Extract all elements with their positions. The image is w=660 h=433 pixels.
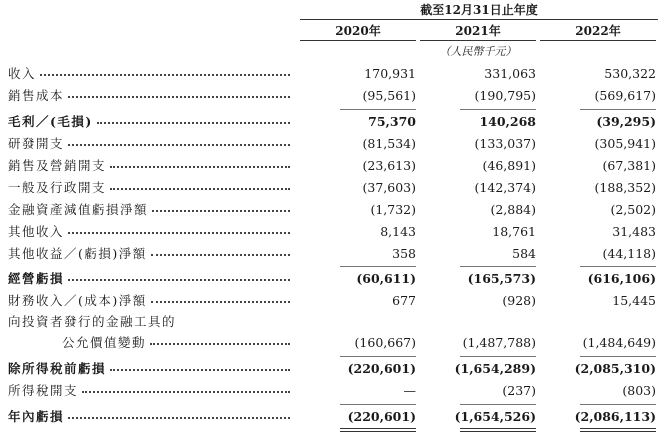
value-2021: (133,037) (474, 136, 536, 151)
value-2022: (2,502) (610, 202, 656, 217)
leader-dots (97, 122, 290, 124)
row-label: 一般及行政開支 (8, 180, 107, 195)
row-label: 其他收益／(虧損)淨額 (8, 246, 147, 261)
value-2021: (1,654,526) (454, 409, 536, 424)
year-2022-heading: 2022年 (575, 24, 621, 38)
subtotal-rule (340, 266, 416, 267)
value-2022: (616,106) (587, 271, 656, 286)
row-label: 財務收入／(成本)淨額 (8, 293, 147, 308)
value-2022: (39,295) (596, 114, 656, 129)
year-underline (300, 40, 416, 41)
value-2022: (188,352) (594, 180, 656, 195)
value-2022: 530,322 (604, 66, 656, 81)
value-2022: (1,484,649) (582, 335, 656, 350)
leader-dots (68, 417, 290, 419)
value-2020: (60,611) (356, 271, 416, 286)
row-label: 毛利／(毛損) (8, 114, 93, 129)
value-2020: (160,667) (354, 335, 416, 350)
leader-dots (110, 166, 290, 168)
subtotal-rule (580, 109, 656, 110)
value-2020: (81,534) (362, 136, 416, 151)
row-label: 向投資者發行的金融工具的 (8, 314, 177, 329)
unit-label: （人民幣千元） (439, 45, 517, 58)
year-underline (540, 40, 656, 41)
value-2020: (220,601) (347, 409, 416, 424)
leader-dots (68, 96, 290, 98)
value-2021: (1,487,788) (462, 335, 536, 350)
period-heading: 截至12月31日止年度 (420, 3, 538, 17)
leader-dots (110, 188, 290, 190)
value-2020: (23,613) (362, 158, 416, 173)
subtotal-rule (460, 356, 536, 357)
table-row (0, 133, 660, 155)
total-double-rule (580, 431, 656, 432)
table-row (0, 332, 660, 354)
value-2021: (165,573) (467, 271, 536, 286)
value-2021: (190,795) (474, 88, 536, 103)
table-row (0, 290, 660, 312)
row-label: 收入 (8, 66, 37, 81)
value-2022: (803) (622, 383, 656, 398)
value-2021: 18,761 (492, 224, 536, 239)
subtotal-rule (340, 109, 416, 110)
total-double-rule (580, 428, 656, 429)
value-2022: (67,381) (602, 158, 656, 173)
row-label: 銷售及營銷開支 (8, 158, 107, 173)
value-2020: 75,370 (368, 114, 416, 129)
value-2020: 8,143 (380, 224, 416, 239)
table-row (0, 199, 660, 221)
value-2022: (2,085,310) (574, 361, 656, 376)
value-2021: 331,063 (484, 66, 536, 81)
table-row-loss-for-year (0, 406, 660, 428)
value-2020: (95,561) (362, 88, 416, 103)
leader-dots (82, 391, 290, 393)
value-2022: 31,483 (612, 224, 656, 239)
row-label: 公允價值變動 (62, 335, 147, 350)
value-2022: (2,086,113) (574, 409, 656, 424)
row-label: 研發開支 (8, 136, 65, 151)
row-label: 其他收入 (8, 224, 65, 239)
value-2022: (569,617) (594, 88, 656, 103)
value-2021: (2,884) (490, 202, 536, 217)
total-double-rule (460, 428, 536, 429)
total-double-rule (340, 431, 416, 432)
row-label: 年內虧損 (8, 409, 65, 424)
leader-dots (110, 369, 290, 371)
table-row (0, 221, 660, 243)
table-row (0, 243, 660, 265)
total-double-rule (340, 428, 416, 429)
table-row-operating-loss (0, 268, 660, 290)
row-label: 金融資產減值虧損淨額 (8, 202, 149, 217)
table-row (0, 380, 660, 402)
leader-dots (151, 254, 290, 256)
table-row (0, 63, 660, 85)
value-2020: (220,601) (347, 361, 416, 376)
subtotal-rule (460, 404, 536, 405)
value-2022: (44,118) (602, 246, 656, 261)
value-2020: — (403, 383, 416, 398)
leader-dots (68, 232, 290, 234)
row-label: 銷售成本 (8, 88, 65, 103)
subtotal-rule (340, 404, 416, 405)
total-double-rule (460, 431, 536, 432)
value-2020: 170,931 (364, 66, 416, 81)
value-2020: 677 (392, 293, 416, 308)
header-divider (300, 19, 658, 20)
row-label: 除所得稅前虧損 (8, 361, 107, 376)
row-label: 所得稅開支 (8, 383, 79, 398)
leader-dots (151, 301, 290, 303)
leader-dots (68, 144, 290, 146)
leader-dots (152, 210, 290, 212)
value-2022: 15,445 (612, 293, 656, 308)
year-underline (420, 40, 536, 41)
value-2020: 358 (392, 246, 416, 261)
subtotal-rule (580, 266, 656, 267)
leader-dots (150, 343, 290, 345)
value-2020: (1,732) (370, 202, 416, 217)
leader-dots (40, 74, 290, 76)
subtotal-rule (340, 356, 416, 357)
table-row (0, 311, 660, 333)
leader-dots (68, 279, 290, 281)
row-label: 經營虧損 (8, 271, 65, 286)
value-2021: (46,891) (482, 158, 536, 173)
table-row (0, 155, 660, 177)
year-2021-heading: 2021年 (455, 24, 501, 38)
year-2020-heading: 2020年 (335, 24, 381, 38)
table-row-loss-before-tax (0, 358, 660, 380)
table-row (0, 85, 660, 107)
value-2021: 140,268 (479, 114, 536, 129)
subtotal-rule (460, 109, 536, 110)
table-row (0, 177, 660, 199)
value-2021: 584 (512, 246, 536, 261)
subtotal-rule (460, 266, 536, 267)
value-2022: (305,941) (594, 136, 656, 151)
value-2020: (37,603) (362, 180, 416, 195)
value-2021: (237) (502, 383, 536, 398)
subtotal-rule (580, 404, 656, 405)
value-2021: (142,374) (474, 180, 536, 195)
table-row-gross-profit (0, 111, 660, 133)
value-2021: (928) (502, 293, 536, 308)
value-2021: (1,654,289) (454, 361, 536, 376)
subtotal-rule (580, 356, 656, 357)
